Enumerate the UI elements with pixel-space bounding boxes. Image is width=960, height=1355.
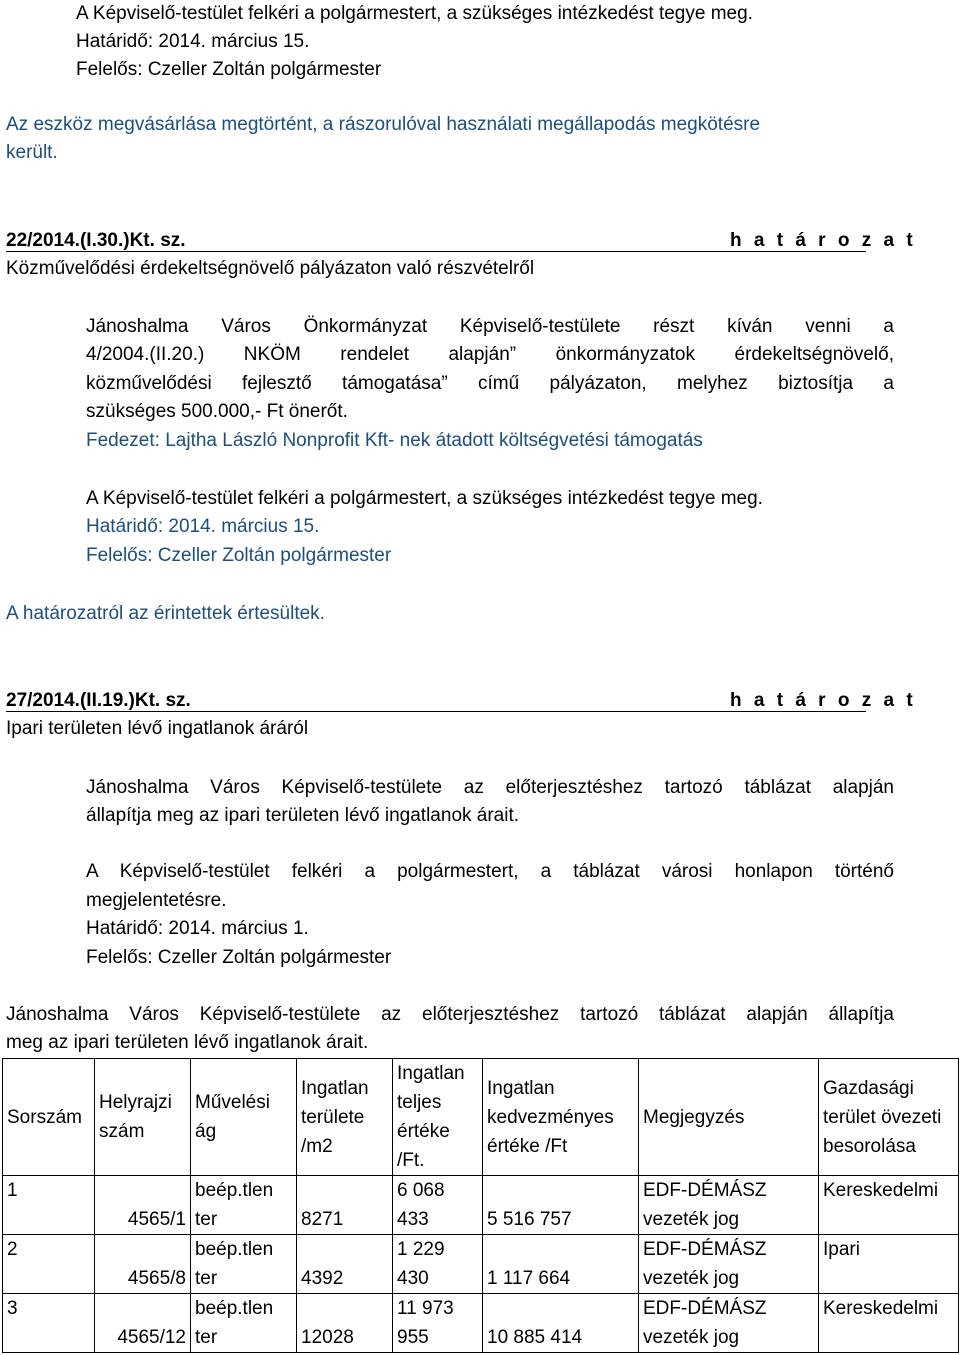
summary-line-1: Jánoshalma Város Képviselő-testülete az előterjesztéshez tartozó táblázat alapján állapítja [6, 1004, 894, 1025]
cell-muvelesi: beép.tlen ter [191, 1235, 297, 1294]
deadline-text: Határidő: 2014. március 1. [86, 918, 309, 939]
responsible-text: Felelős: Czeller Zoltán polgármester [76, 59, 382, 80]
cell-hrsz: 4565/12 [95, 1294, 191, 1353]
resolution-number: 27/2014.(II.19.)Kt. sz. [6, 690, 191, 711]
body-line-4: szükséges 500.000,- Ft önerőt. [86, 401, 348, 422]
summary-line-2: meg az ipari területen lévő ingatlanok árait. [6, 1032, 369, 1053]
header-underline [6, 251, 866, 252]
cell-kedvezmenyes: 5 516 757 [483, 1176, 639, 1235]
table-header-row [3, 1059, 959, 1176]
responsible-text: Felelős: Czeller Zoltán polgármester [86, 947, 392, 968]
instruction-line-2: megjelentetésre. [86, 890, 227, 911]
cell-gazdasagi: Kereskedelmi [819, 1176, 959, 1235]
deadline-text: Határidő: 2014. március 15. [86, 516, 320, 537]
cell-muvelesi: beép.tlen ter [191, 1294, 297, 1353]
cell-teljes: 1 229 430 [393, 1235, 483, 1294]
table-row [3, 1235, 959, 1294]
note-line-1: Az eszköz megvásárlása megtörtént, a rászorulóval használati megállapodás megkötésre [6, 114, 761, 135]
cell-hrsz: 4565/1 [95, 1176, 191, 1235]
cell-terulet: 8271 [297, 1176, 393, 1235]
body-line-1: Jánoshalma Város Önkormányzat Képviselő-testülete részt kíván venni a [86, 316, 894, 337]
cell-gazdasagi: Ipari [819, 1235, 959, 1294]
header-teljes: Ingatlan teljes értéke /Ft. [393, 1059, 483, 1176]
funding-text: Fedezet: Lajtha László Nonprofit Kft- nek átadott költségvetési támogatás [86, 430, 703, 451]
resolution-number: 22/2014.(I.30.)Kt. sz. [6, 230, 186, 251]
cell-sorszam: 2 [3, 1235, 95, 1294]
cell-terulet: 4392 [297, 1235, 393, 1294]
body-line-2: 4/2004.(II.20.) NKÖM rendelet alapján” önkormányzatok érdekeltségnövelő, [86, 344, 894, 365]
header-gazdasagi: Gazdasági terület övezeti besorolása [819, 1059, 959, 1176]
cell-teljes: 11 973 955 [393, 1294, 483, 1353]
cell-megjegyzes: EDF-DÉMÁSZ vezeték jog [639, 1235, 819, 1294]
resolution-subject: Ipari területen lévő ingatlanok áráról [6, 718, 309, 739]
body-line-1: Jánoshalma Város Képviselő-testülete az előterjesztéshez tartozó táblázat alapján [86, 777, 894, 798]
instruction-line-1: A Képviselő-testület felkéri a polgármestert, a táblázat városi honlapon történő [86, 861, 894, 882]
notice-text: A határozatról az érintettek értesültek. [6, 603, 325, 624]
cell-gazdasagi: Kereskedelmi [819, 1294, 959, 1353]
resolution-subject: Közművelődési érdekeltségnövelő pályázaton való részvételről [6, 258, 535, 279]
body-line-3: közművelődési fejlesztő támogatása” című pályázaton, melyhez biztosítja a [86, 373, 894, 394]
cell-hrsz: 4565/8 [95, 1235, 191, 1294]
table-row [3, 1294, 959, 1353]
cell-megjegyzes: EDF-DÉMÁSZ vezeték jog [639, 1176, 819, 1235]
cell-kedvezmenyes: 10 885 414 [483, 1294, 639, 1353]
cell-kedvezmenyes: 1 117 664 [483, 1235, 639, 1294]
cell-teljes: 6 068 433 [393, 1176, 483, 1235]
header-sorszam: Sorszám [3, 1059, 95, 1176]
header-kedvezmenyes: Ingatlan kedvezményes értéke /Ft [483, 1059, 639, 1176]
instruction-text: A Képviselő-testület felkéri a polgármestert, a szükséges intézkedést tegye meg. [86, 488, 763, 509]
cell-terulet: 12028 [297, 1294, 393, 1353]
cell-muvelesi: beép.tlen ter [191, 1176, 297, 1235]
header-underline [6, 711, 866, 712]
body-line-2: állapítja meg az ipari területen lévő ingatlanok árait. [86, 805, 520, 826]
note-line-2: került. [6, 142, 58, 163]
header-terulete: Ingatlan területe /m2 [297, 1059, 393, 1176]
resolution-label: h a t á r o z a t [730, 690, 917, 711]
cell-megjegyzes: EDF-DÉMÁSZ vezeték jog [639, 1294, 819, 1353]
header-helyrajzi: Helyrajzi szám [95, 1059, 191, 1176]
deadline-text: Határidő: 2014. március 15. [76, 31, 310, 52]
instruction-text: A Képviselő-testület felkéri a polgármestert, a szükséges intézkedést tegye meg. [76, 3, 753, 24]
cell-sorszam: 3 [3, 1294, 95, 1353]
responsible-text: Felelős: Czeller Zoltán polgármester [86, 545, 392, 566]
header-megjegyzes: Megjegyzés [639, 1059, 819, 1176]
header-muvelesi: Művelési ág [191, 1059, 297, 1176]
price-table [2, 1058, 959, 1353]
resolution-label: h a t á r o z a t [730, 230, 917, 251]
table-row [3, 1176, 959, 1235]
cell-sorszam: 1 [3, 1176, 95, 1235]
